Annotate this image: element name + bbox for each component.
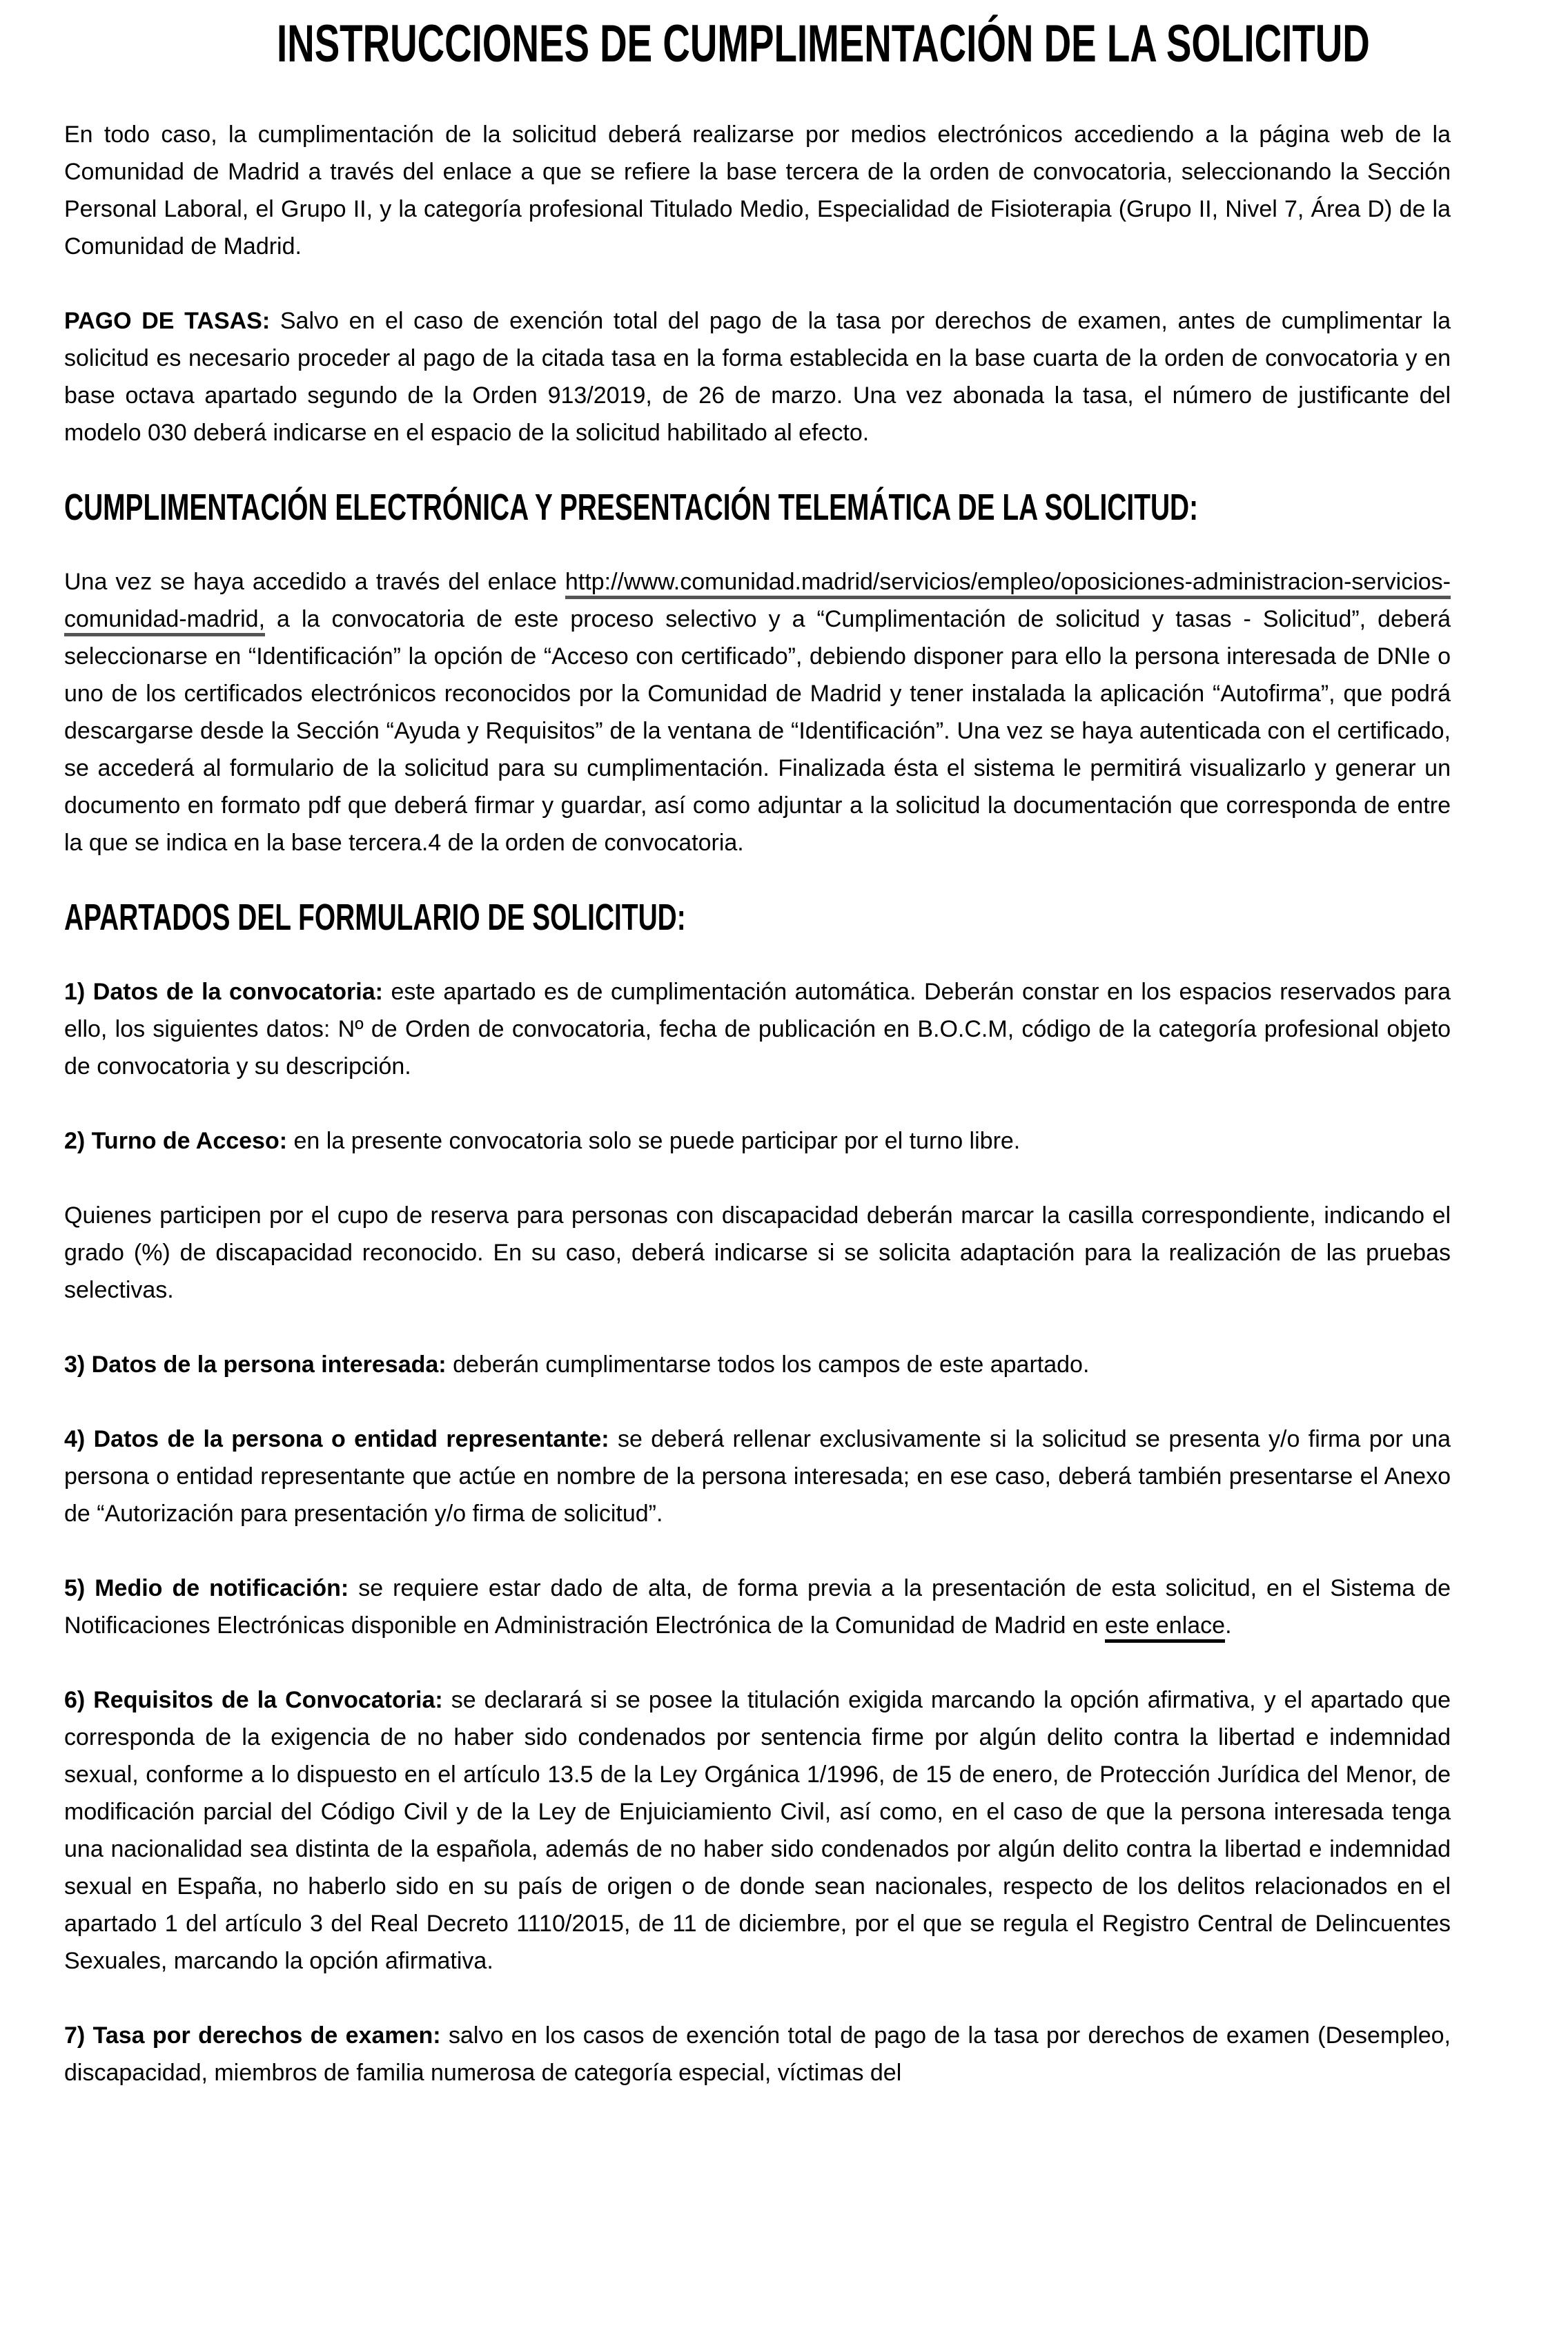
paragraph-apartado-3 <box>64 1346 1451 1383</box>
apartado-3-lead: 3) Datos de la persona interesada: <box>64 1351 447 1378</box>
paragraph-apartado-7 <box>64 2017 1451 2091</box>
apartado-6-text: se declarará si se posee la titulación exigida marcando la opción afirmativa, y el apartado que corresponda de la exigencia de no haber sido condenados por sentencia firme por algún delito contra la libertad e indemnidad sexual, conforme a lo dispuesto en el artículo 13.5 de la Ley Orgánica 1/1996, de 15 de enero, de Protección Jurídica del Menor, de modificación parcial del Código Civil y de la Ley de Enjuiciamiento Civil, así como, en el caso de que la persona interesada tenga una nacionalidad sea distinta de la española, además de no haber sido condenados por algún delito contra la libertad e indemnidad sexual en España, no haberlo sido en su país de origen o de donde sean nacionales, respecto de los delitos relacionados en el apartado 1 del artículo 3 del Real Decreto 1110/2015, de 11 de diciembre, por el que se regula el Registro Central de Delincuentes Sexuales, marcando la opción afirmativa. <box>64 1687 1451 1974</box>
pago-de-tasas-text: Salvo en el caso de exención total del pago de la tasa por derechos de examen, antes de cumplimentar la solicitud es necesario proceder al pago de la citada tasa en la forma establecida en la base cuarta de la orden de convocatoria y en base octava apartado segundo de la Orden 913/2019, de 26 de marzo. Una vez abonada la tasa, el número de justificante del modelo 030 deberá indicarse en el espacio de la solicitud habilitado al efecto. <box>64 308 1451 446</box>
apartado-3-text: deberán cumplimentarse todos los campos de este apartado. <box>453 1351 1090 1378</box>
heading-cumplimentacion-electronica <box>64 489 1451 526</box>
paragraph-intro <box>64 116 1451 265</box>
este-enlace-link[interactable]: este enlace <box>1105 1612 1225 1643</box>
document-title: INSTRUCCIONES DE CUMPLIMENTACIÓN DE LA SOLICITUD <box>276 14 1370 73</box>
document-title-row <box>64 14 1451 84</box>
heading-apartados-formulario <box>64 899 1451 936</box>
paragraph-apartado-4 <box>64 1421 1451 1532</box>
apartado-4-lead: 4) Datos de la persona o entidad representante: <box>64 1426 609 1452</box>
apartado-5-lead: 5) Medio de notificación: <box>64 1575 349 1601</box>
paragraph-apartado-1 <box>64 973 1451 1085</box>
pago-de-tasas-lead: PAGO DE TASAS: <box>64 308 271 334</box>
heading-apartados-formulario-text: APARTADOS DEL FORMULARIO DE SOLICITUD: <box>64 897 686 938</box>
paragraph-pago-de-tasas <box>64 302 1451 451</box>
apartado-1-text: este apartado es de cumplimentación automática. Deberán constar en los espacios reservados para ello, los siguientes datos: Nº de Orden de convocatoria, fecha de publicación en B.O.C.M, código de la categoría profesional objeto de convocatoria y su descripción. <box>64 979 1451 1080</box>
acceso-pre-text: Una vez se haya accedido a través del enlace <box>64 569 557 595</box>
paragraph-apartado-5 <box>64 1570 1451 1644</box>
cupo-discapacidad-text: Quienes participen por el cupo de reserva para personas con discapacidad deberán marcar la casilla correspondiente, indicando el grado (%) de discapacidad reconocido. En su caso, deberá indicarse si se solicita adaptación para la realización de las pruebas selectivas. <box>64 1202 1451 1303</box>
apartado-5-pre-text: se requiere estar dado de alta, de forma previa a la presentación de esta solicitud, en el Sistema de Notificaciones Electrónicas disponible en Administración Electrónica de la Comunidad de Madrid en <box>64 1575 1451 1639</box>
paragraph-intro-text: En todo caso, la cumplimentación de la solicitud deberá realizarse por medios electrónicos accediendo a la página web de la Comunidad de Madrid a través del enlace a que se refiere la base tercera de la orden de convocatoria, seleccionando la Sección Personal Laboral, el Grupo II, y la categoría profesional Titulado Medio, Especialidad de Fisioterapia (Grupo II, Nivel 7, Área D) de la Comunidad de Madrid. <box>64 121 1451 260</box>
apartado-5-post-text: . <box>1225 1612 1232 1639</box>
apartado-4-text: se deberá rellenar exclusivamente si la solicitud se presenta y/o firma por una persona o entidad representante que actúe en nombre de la persona interesada; en ese caso, deberá también presentarse el Anexo de “Autorización para presentación y/o firma de solicitud”. <box>64 1426 1451 1527</box>
apartado-7-text: salvo en los casos de exención total de pago de la tasa por derechos de examen (Desempleo, discapacidad, miembros de familia numerosa de categoría especial, víctimas del <box>64 2022 1451 2086</box>
paragraph-apartado-2 <box>64 1122 1451 1160</box>
apartado-1-lead: 1) Datos de la convocatoria: <box>64 979 383 1005</box>
paragraph-cupo-discapacidad <box>64 1197 1451 1309</box>
acceso-post-text: a la convocatoria de este proceso selectivo y a “Cumplimentación de solicitud y tasas - Solicitud”, deberá seleccionarse en “Identificación” la opción de “Acceso con certificado”, debiendo disponer para ello la persona interesada de DNIe o uno de los certificados electrónicos reconocidos por la Comunidad de Madrid y tener instalada la aplicación “Autofirma”, que podrá descargarse desde la Sección “Ayuda y Requisitos” de la ventana de “Identificación”. Una vez se haya autenticada con el certificado, se accederá al formulario de la solicitud para su cumplimentación. Finalizada ésta el sistema le permitirá visualizarlo y generar un documento en formato pdf que deberá firmar y guardar, así como adjuntar a la solicitud la documentación que corresponda de entre la que se indica en la base tercera.4 de la orden de convocatoria. <box>64 606 1451 856</box>
heading-cumplimentacion-electronica-text: CUMPLIMENTACIÓN ELECTRÓNICA Y PRESENTACIÓN TELEMÁTICA DE LA SOLICITUD: <box>64 487 1199 528</box>
apartado-2-text: en la presente convocatoria solo se puede participar por el turno libre. <box>293 1128 1021 1154</box>
paragraph-apartado-6 <box>64 1681 1451 1980</box>
apartado-7-lead: 7) Tasa por derechos de examen: <box>64 2022 441 2049</box>
apartado-6-lead: 6) Requisitos de la Convocatoria: <box>64 1687 443 1713</box>
convocatoria-url-link[interactable]: http://www.comunidad.madrid/servicios/empleo/oposiciones-administracion-servicios-comunidad-madrid, <box>64 569 1451 636</box>
paragraph-acceso-enlace <box>64 563 1451 861</box>
apartado-2-lead: 2) Turno de Acceso: <box>64 1128 288 1154</box>
